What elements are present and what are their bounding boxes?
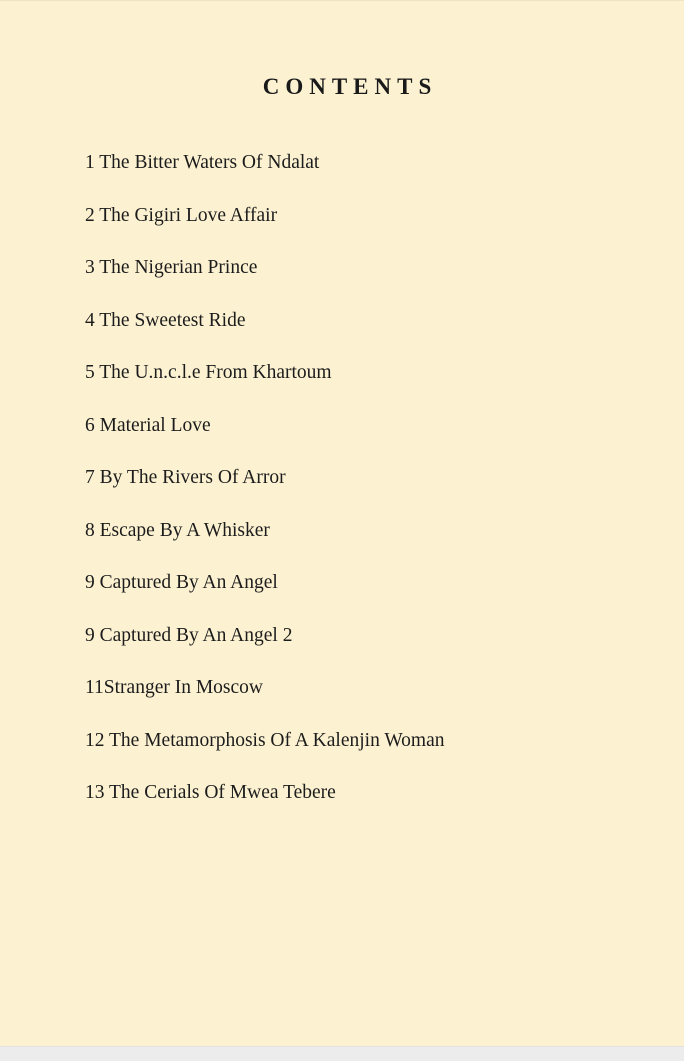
toc-entry-11[interactable]: 11Stranger In Moscow bbox=[85, 677, 263, 698]
page-bottom-edge bbox=[0, 1046, 684, 1061]
toc-entry-2[interactable]: 2 The Gigiri Love Affair bbox=[85, 204, 278, 226]
table-of-contents bbox=[85, 149, 445, 832]
toc-entry-7[interactable]: 7 By The Rivers Of Arror bbox=[85, 467, 286, 488]
toc-entry-12[interactable]: 12 The Metamorphosis Of A Kalenjin Woman bbox=[85, 729, 445, 751]
toc-entry-1[interactable]: 1 The Bitter Waters Of Ndalat bbox=[85, 152, 320, 173]
toc-entry-9[interactable]: 9 Captured By An Angel bbox=[85, 572, 278, 593]
toc-entry-3[interactable]: 3 The Nigerian Prince bbox=[85, 257, 258, 278]
toc-entry-10[interactable]: 9 Captured By An Angel 2 bbox=[85, 624, 293, 646]
toc-entry-6[interactable]: 6 Material Love bbox=[85, 414, 211, 436]
contents-heading: CONTENTS bbox=[262, 74, 438, 99]
toc-entry-13[interactable]: 13 The Cerials Of Mwea Tebere bbox=[85, 782, 336, 803]
toc-entry-8[interactable]: 8 Escape By A Whisker bbox=[85, 519, 270, 541]
toc-entry-4[interactable]: 4 The Sweetest Ride bbox=[85, 309, 246, 331]
toc-entry-5[interactable]: 5 The U.n.c.l.e From Khartoum bbox=[85, 362, 332, 383]
